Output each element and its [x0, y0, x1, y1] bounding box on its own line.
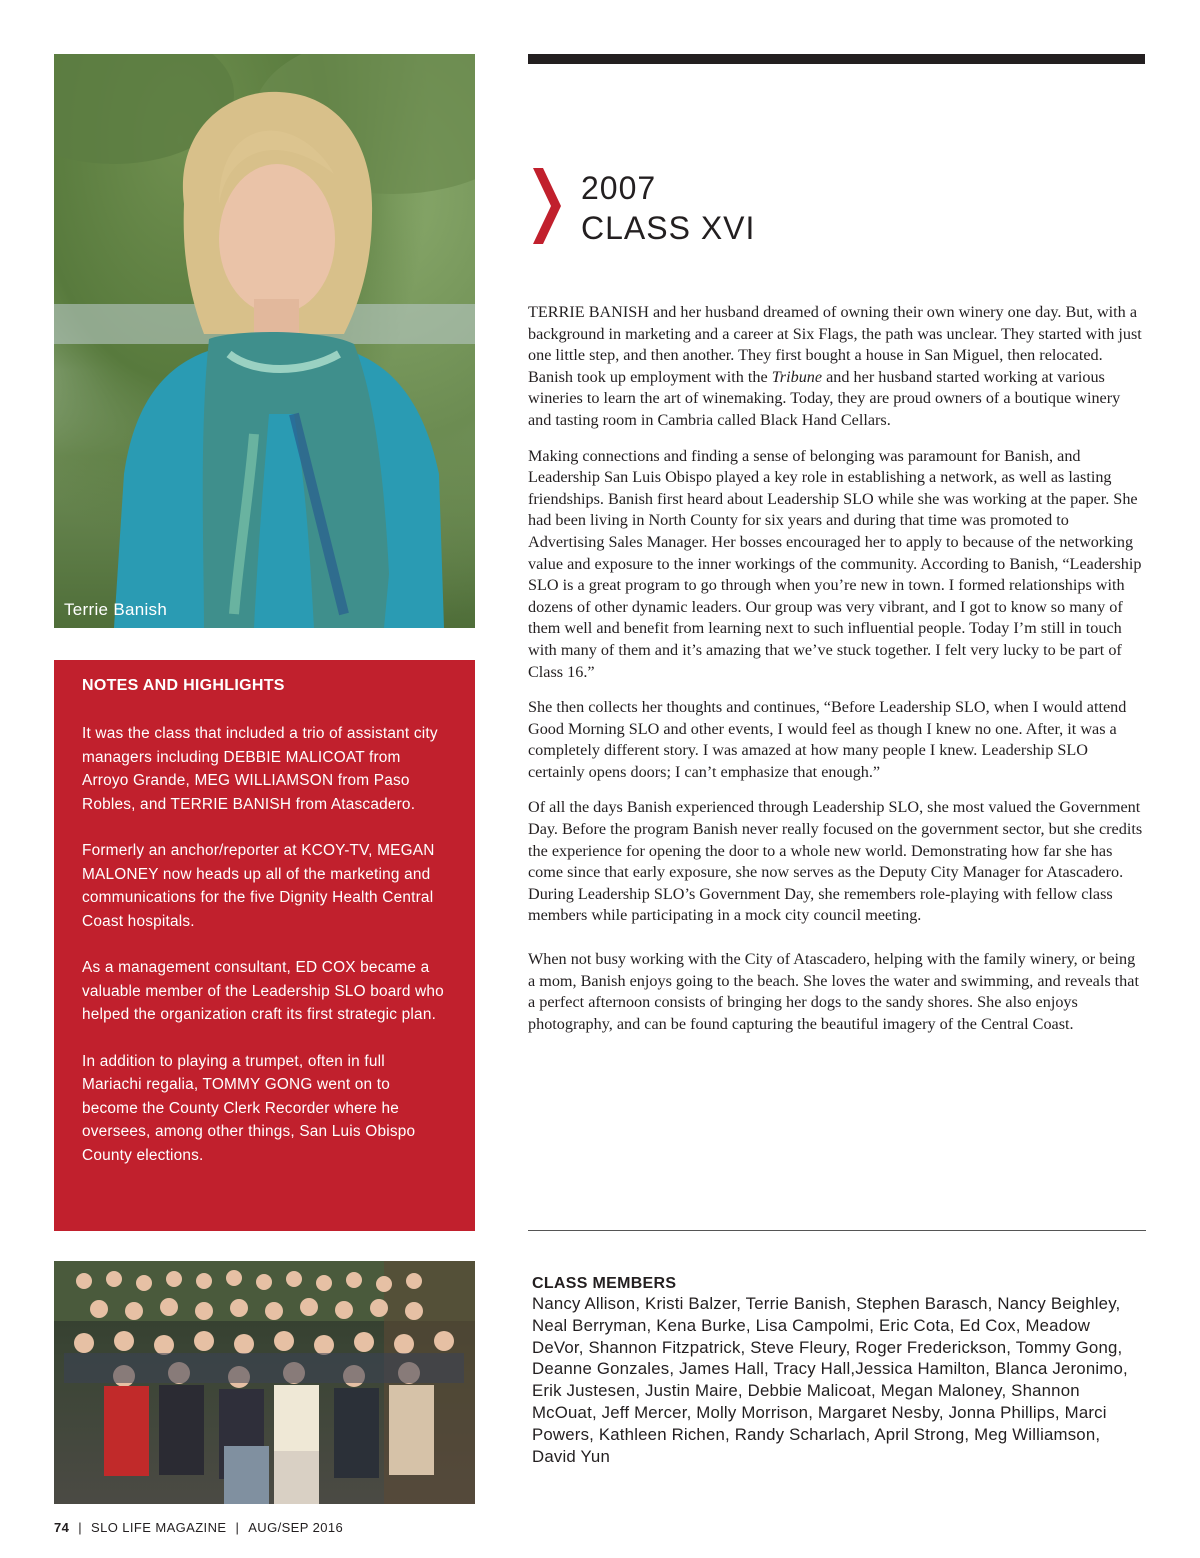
- top-rule: [528, 54, 1145, 64]
- group-photo: [54, 1261, 475, 1504]
- article-paragraph: Of all the days Banish experienced through Leadership SLO, she most valued the Government Day. Before the program Banish never really focused on the government sector, but she credits the experience for opening the door to a whole new world. Demonstrating how far she has come since that early exposure, she now serves as the Deputy City Manager for Atascadero. During Leadership SLO’s Government Day, she remembers role-playing with fellow class members while participating in a mock city council meeting.: [528, 798, 1143, 925]
- magazine-name: SLO LIFE MAGAZINE: [91, 1520, 227, 1535]
- article-text: TERRIE BANISH and her husband dreamed of owning their own winery one day. But, with a background in marketing and a career at Six Flags, the path was unclear. They started with just one little step, and then another. They first bought a house in San Miguel, then relocated. Banish took up employment with the: [528, 303, 1142, 386]
- article-text: and her husband started working at various wineries to learn the art of winemaking. Today, they are proud owners of a boutique winery and tasting room in Cambria called Black Hand Cellars.: [528, 367, 1121, 429]
- class-members-title: CLASS MEMBERS: [532, 1275, 677, 1292]
- portrait-photo: [54, 54, 475, 628]
- notes-item: In addition to playing a trumpet, often in full Mariachi regalia, TOMMY GONG went on to become the County Clerk Recorder where he oversees, among other things, San Luis Obispo County elections.: [82, 1052, 416, 1164]
- notes-title: NOTES AND HIGHLIGHTS: [82, 677, 285, 694]
- notes-box: [54, 660, 475, 1231]
- headline-year: 2007: [581, 170, 657, 206]
- portrait-illustration: [54, 54, 475, 628]
- article-paragraph: When not busy working with the City of Atascadero, helping with the family winery, or being a mom, Banish enjoys going to the beach. She loves the water and swimming, and reveals that a perfect afternoon consists of bringing her dogs to the sandy shores. She also enjoys photography, and can be found capturing the beautiful imagery of the Central Coast.: [528, 950, 1139, 1033]
- article-paragraph: [528, 302, 1146, 432]
- headline: [581, 168, 755, 248]
- notes-item: It was the class that included a trio of assistant city managers including DEBBIE MALICOAT from Arroyo Grande, MEG WILLIAMSON from Paso Robles, and TERRIE BANISH from Atascadero.: [82, 725, 438, 813]
- article-italic: Tribune: [771, 367, 823, 386]
- article-paragraph: Making connections and finding a sense of belonging was paramount for Banish, and Leadership San Luis Obispo played a key role in establishing a network, as well as lasting friendships. Banish first heard about Leadership SLO while she was working at the paper. She had been living in North County for six years and during that time was promoted to Advertising Sales Manager. Her bosses encouraged her to apply to because of the networking value and exposure to the inner workings of the community. According to Banish, “Leadership SLO is a great program to go through when you’re new in town. I formed relationships with dozens of other dynamic leaders. Our group was very vibrant, and I got to know so many of them well and benefit from learning next to such influential people. Today I’m still in touch with many of them and it’s amazing that we’ve stuck together. I felt very lucky to be part of Class 16.”: [528, 446, 1142, 681]
- footer-separator: |: [235, 1520, 240, 1535]
- article-paragraph: She then collects her thoughts and continues, “Before Leadership SLO, when I would attend Good Morning SLO and other events, I would feel as though I knew no one. After, it was a completely different story. I was amazed at how many people I knew. Leadership SLO certainly opens doors; I can’t emphasize that enough.”: [528, 698, 1127, 781]
- page-footer: [54, 1520, 343, 1535]
- class-members: [532, 1274, 1144, 1467]
- footer-separator: |: [78, 1520, 83, 1535]
- photo-caption: Terrie Banish: [64, 600, 168, 619]
- section-divider: [528, 1230, 1146, 1231]
- headline-class: CLASS XVI: [581, 210, 756, 246]
- chevron-icon: [533, 168, 561, 244]
- notes-item: As a management consultant, ED COX became a valuable member of the Leadership SLO board who helped the organization craft its first strategic plan.: [82, 959, 444, 1023]
- notes-item: Formerly an anchor/reporter at KCOY-TV, MEGAN MALONEY now heads up all of the marketing and communications for the five Dignity Health Central Coast hospitals.: [82, 842, 435, 930]
- group-illustration: [54, 1261, 475, 1504]
- issue-date: AUG/SEP 2016: [248, 1520, 344, 1535]
- class-members-list: Nancy Allison, Kristi Balzer, Terrie Banish, Stephen Barasch, Nancy Beighley, Neal Berryman, Kena Burke, Lisa Campolmi, Eric Cota, Ed Cox, Meadow DeVor, Shannon Fitzpatrick, Steve Fleury, Roger Frederickson, Tommy Gong, Deanne Gonzales, James Hall, Tracy Hall,Jessica Hamilton, Blanca Jeronimo, Erik Justesen, Justin Maire, Debbie Malicoat, Megan Maloney, Shannon McOuat, Jeff Mercer, Molly Morrison, Margaret Nesby, Jonna Phillips, Marci Powers, Kathleen Richen, Randy Scharlach, April Strong, Meg Williamson, David Yun: [532, 1294, 1128, 1466]
- page-number: 74: [54, 1520, 70, 1535]
- article-body: [528, 302, 1146, 1049]
